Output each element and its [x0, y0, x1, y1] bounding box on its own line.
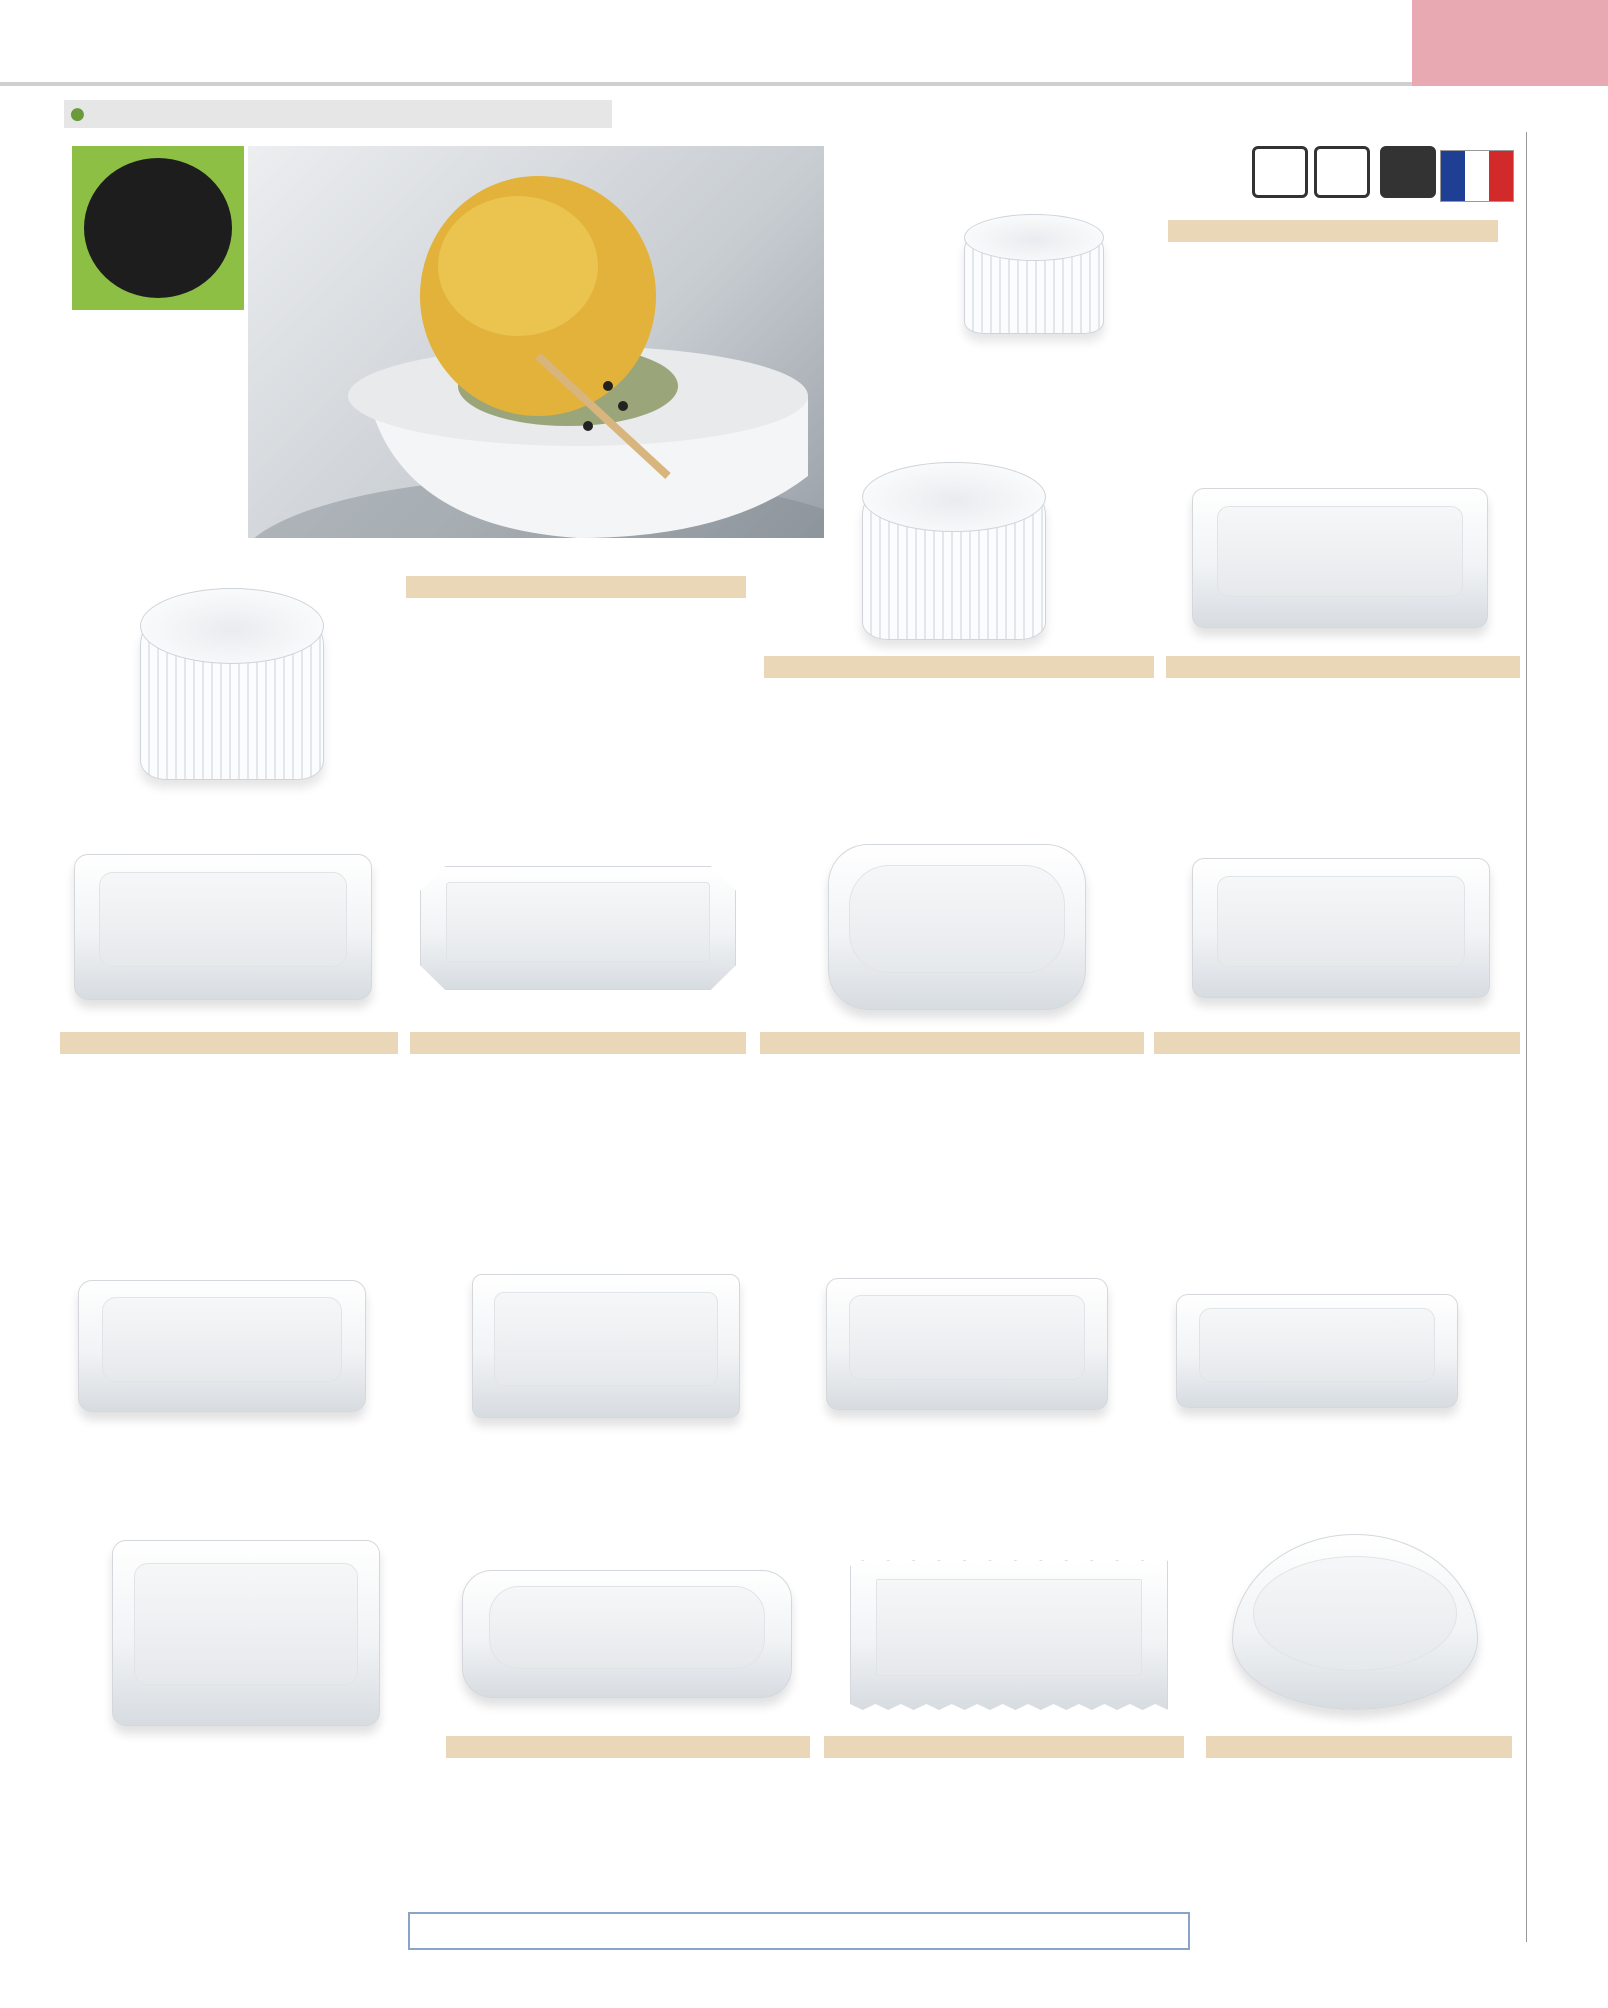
col-size — [760, 1032, 1030, 1054]
col-code — [640, 1032, 746, 1054]
order-notice — [64, 100, 612, 128]
product-image-rect-roast — [462, 1570, 792, 1698]
usage-note — [408, 1912, 1190, 1950]
table-header — [60, 1032, 398, 1054]
product-image-steel-oven-dish — [112, 1540, 380, 1726]
table-header — [410, 1032, 746, 1054]
product-5 — [60, 1030, 398, 1054]
page-number — [1412, 0, 1608, 86]
col-code — [1398, 220, 1498, 242]
product-image-square-roast — [828, 844, 1086, 1010]
col-code — [696, 1736, 810, 1758]
table-header — [824, 1736, 1184, 1758]
product-image-radish-plate-12 — [1176, 1294, 1458, 1408]
table-header — [1206, 1736, 1512, 1758]
product-15 — [824, 1734, 1184, 1758]
col-code — [636, 576, 746, 598]
microwave-ok-icon — [1314, 146, 1370, 198]
product-4 — [1166, 654, 1520, 678]
col-code — [1074, 1736, 1184, 1758]
col-size — [446, 1736, 696, 1758]
col-size — [406, 576, 636, 598]
product-6 — [410, 1030, 746, 1054]
col-size — [824, 1736, 1074, 1758]
table-header — [446, 1736, 810, 1758]
col-size — [1166, 656, 1406, 678]
product-image-souffle-dish — [140, 588, 324, 780]
logo-circle — [84, 158, 232, 298]
table-header — [764, 656, 1154, 678]
product-8 — [1154, 1030, 1520, 1054]
product-image-radish-plate-9 — [78, 1280, 366, 1412]
col-size — [410, 1032, 640, 1054]
apilco-logo — [72, 146, 244, 310]
col-size — [60, 1032, 290, 1054]
col-size — [1154, 1032, 1404, 1054]
col-code — [1024, 656, 1154, 678]
france-flag-icon — [1440, 150, 1514, 202]
category-sidebar — [1526, 132, 1608, 1942]
product-image-radish-plate-4 — [1192, 488, 1488, 628]
header-divider — [0, 82, 1500, 86]
table-header — [1154, 1032, 1520, 1054]
product-image-ramekin — [964, 214, 1104, 334]
col-code — [1030, 1032, 1144, 1054]
product-image-scallop-shell — [1232, 1534, 1478, 1710]
product-2 — [406, 574, 746, 602]
product-1 — [1168, 218, 1498, 246]
table-header — [406, 576, 746, 598]
oven-ok-icon — [1252, 146, 1308, 198]
product-image-octagonal-plate — [420, 866, 736, 990]
dishwasher-ok-icon — [1380, 146, 1436, 198]
bullet-icon: ● — [70, 104, 85, 124]
col-size — [764, 656, 1024, 678]
table-header — [760, 1032, 1144, 1054]
product-image-fluted-dish — [850, 1560, 1168, 1710]
col-size — [1168, 220, 1398, 242]
product-14 — [446, 1734, 810, 1758]
product-image-radish-plate-10 — [472, 1274, 740, 1418]
hero-photo — [248, 146, 824, 538]
table-header — [1168, 220, 1498, 242]
product-image-radish-plate-8 — [1192, 858, 1490, 998]
col-code — [290, 1032, 398, 1054]
col-size — [1206, 1736, 1406, 1758]
product-image-deep-souffle — [862, 462, 1046, 640]
product-image-radish-plate-11 — [826, 1278, 1108, 1410]
product-3 — [764, 654, 1154, 682]
product-7 — [760, 1030, 1144, 1054]
hero-photo-illustration — [248, 146, 824, 538]
col-code — [1406, 656, 1520, 678]
product-image-ravioli-dish — [74, 854, 372, 1000]
table-header — [1166, 656, 1520, 678]
col-code — [1404, 1032, 1520, 1054]
product-16 — [1206, 1734, 1512, 1758]
col-code — [1406, 1736, 1512, 1758]
